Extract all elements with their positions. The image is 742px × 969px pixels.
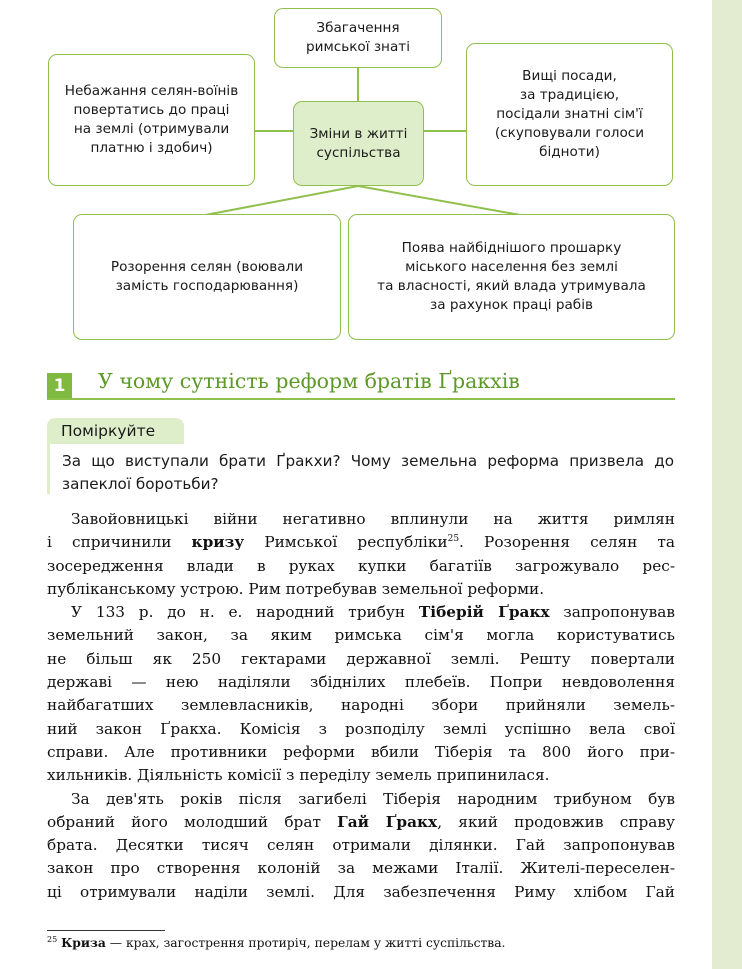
footnote (47, 935, 505, 950)
text-run: запропонував (549, 603, 676, 622)
left-box (48, 54, 255, 186)
text-line (47, 531, 675, 554)
text-line: брата. Десятки тисяч селян отримали ділянки. Гай запропонував (47, 836, 675, 855)
connector-bottom (200, 186, 526, 216)
section-title: У чому сутність реформ братів Ґракхів (98, 369, 520, 393)
society-changes-diagram (0, 0, 712, 350)
think-bar (47, 444, 50, 494)
top-box (274, 8, 442, 68)
think-label: Поміркуйте (47, 418, 184, 444)
bottom-right-box-text: Поява найбіднішого прошарку міського населення без землі та власності, який влада утримувала за рахунок праці рабів (377, 240, 646, 313)
center-box (293, 101, 424, 186)
page-margin-strip (712, 0, 742, 969)
text-line: закон про створення колоній за межами Італії. Жителі-переселен- (47, 859, 675, 878)
text-line: ці отримували наділи землі. Для забезпечення Риму хлібом Гай (47, 882, 675, 901)
right-box (466, 43, 673, 186)
text-line: хильників. Діяльність комісії з переділу земель припинилася. (47, 766, 550, 785)
term-gaius: Гай Ґракх (337, 812, 438, 831)
main-text (47, 508, 675, 904)
footnote-number: 25 (47, 935, 58, 944)
text-run: і спричинили (47, 533, 192, 552)
text-line: За дев'ять років після загибелі Тіберія народним трибуном був (71, 789, 675, 808)
text-line: державі — нею наділяли збіднілих плебеїв. Попри невдоволення (47, 673, 675, 692)
term-crisis: кризу (191, 533, 245, 552)
text-line: зосередження влади в руках купки багатіїв загрожувало рес- (47, 556, 675, 575)
footnote-rule (47, 930, 165, 931)
section-number: 1 (47, 373, 72, 398)
bottom-left-box (73, 214, 341, 340)
text-line: справи. Але противники реформи вбили Тіберія та 800 його при- (47, 742, 675, 761)
term-tiberius: Тіберій Ґракх (418, 603, 550, 622)
text-line: не більш як 250 гектарами державної землі. Решту повертали (47, 649, 675, 668)
text-line: земельний закон, за яким римська сім'я могла користуватись (47, 626, 675, 645)
text-line: Завойовницькі війни негативно вплинули на життя римлян (71, 510, 675, 528)
text-run: . Розорення селян та (459, 533, 676, 552)
text-line: найбагатших землевласників, народні збори прийняли земель- (47, 696, 675, 715)
section-divider (47, 398, 675, 400)
footnote-term: Криза (61, 935, 106, 951)
text-line: публіканському устрою. Рим потребував земельної реформи. (47, 579, 545, 598)
text-line (47, 811, 675, 834)
text-run: , який продовжив справу (437, 812, 675, 831)
footnote-ref: 25 (447, 534, 460, 545)
bottom-right-box (348, 214, 675, 340)
left-box-text: Небажання селян-воїнів повертатись до праці на землі (отримували платню і здобич) (64, 83, 239, 156)
top-box-text: Збагачення римської знаті (306, 20, 410, 55)
text-run: обраний його молодший брат (47, 812, 338, 831)
text-run: У 133 р. до н. е. народний трибун (71, 603, 419, 622)
center-box-text: Зміни в житті суспільства (309, 125, 408, 161)
footnote-text: — крах, загострення протиріч, перелам у житті суспільства. (105, 936, 506, 951)
text-line (47, 601, 675, 624)
text-run: Римської республіки (244, 533, 448, 552)
right-box-text: Вищі посади, за традицією, посідали знатні сім'ї (скуповували голоси бідноти) (494, 68, 645, 160)
think-question: За що виступали брати Ґракхи? Чому земельна реформа призвела до запеклої боротьби? (62, 452, 674, 493)
text-line: ний закон Ґракха. Комісія з розподілу землі успішно вела свої (47, 719, 675, 738)
bottom-left-box-text: Розорення селян (воювали замість господарювання) (110, 259, 304, 294)
